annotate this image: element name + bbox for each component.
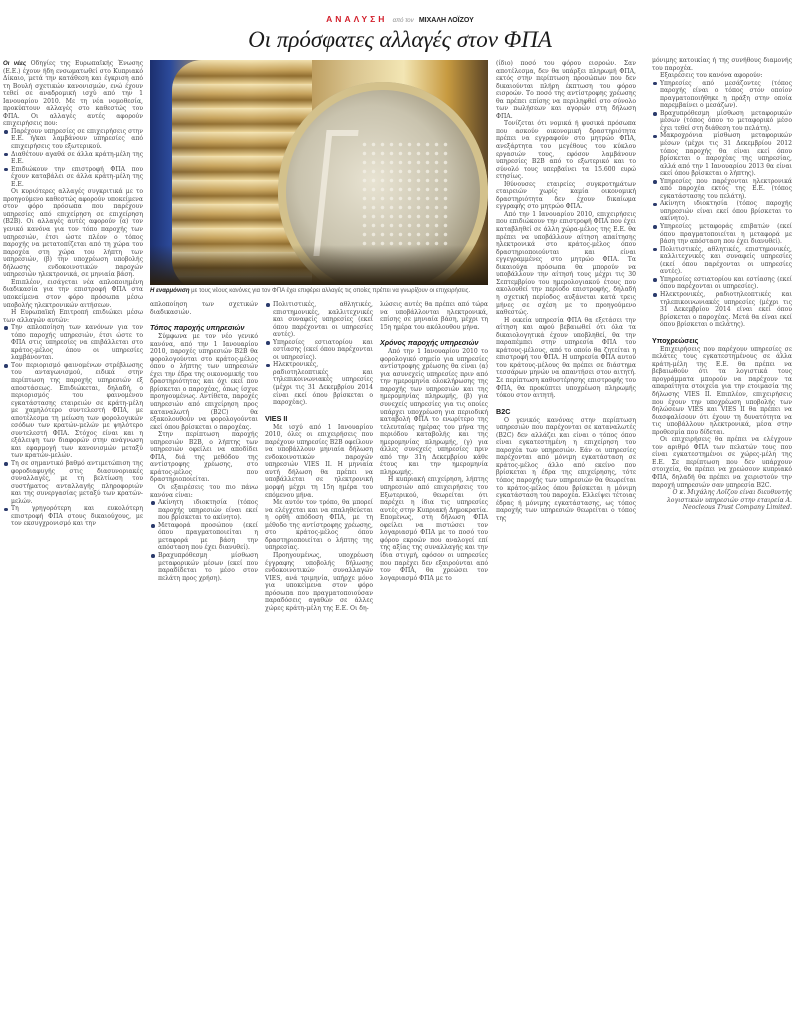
paragraph: Προηγουμένως, υποχρέωση έγγραφης υποβολής δήλωσης ενδοκοινοτικών συναλλαγών VIES, ανά τριμηνία, υπήρχε μόνο για υποκείμενα στον φόρο πρόσωπα που πραγματοποιούσαν παραδόσεις αγαθών σε άλλες χώρες κράτη-μέλη της Ε.Ε. Οι δη- (265, 551, 373, 612)
list-item: Βραχυπρόθεσμη μίσθωση μεταφορικών μέσων (εκεί που παραδίδεται το μέσο στον πελάτη προς χρήση). (150, 552, 258, 582)
paragraph: Εξαιρέσεις του κανόνα αφορούν: (660, 72, 763, 80)
caption-lead: Η εναρμόνιση (150, 288, 190, 294)
list-item: Βραχυπρόθεσμη μίσθωση μεταφορικών μέσων (τόπος όπου το μεταφορικό μέσο έχει τεθεί στη διάθεση του πελάτη). (652, 110, 792, 133)
paragraph: Επιχειρήσεις που παρέχουν υπηρεσίες σε πελάτες τους εγκατεστημένους σε άλλα κράτη-μέλη της Ε.Ε. θα πρέπει να βεβαιωθούν ότι τα λογιστικά τους προγράμματα μπορούν να παρέχουν τα απαραίτητα στοιχεία για την ετοιμασία της δήλωσης VIES II. Επιπλέον, επιχειρήσεις που έχουν την υποχρέωση υποβολής των δηλώσεων VIES και VIES II θα πρέπει να διασφαλίσουν ότι έχουν τη δυνατότητα να τις υποβάλλουν ηλεκτρονικά, μέσα στην προθεσμία που δίδεται. (652, 345, 792, 436)
bullet-list (652, 80, 792, 329)
list-item: Ηλεκτρονικές, ραδιοτηλεοπτικές και τηλεπικοινωνιακές υπηρεσίες (μέχρι τις 31 Δεκεμβρίου 2014 είναι εκεί όπου βρίσκεται ο παροχέας. Μετά θα είναι εκεί όπου βρίσκεται ο πελάτης). (652, 291, 792, 329)
subheading-b2c: B2C (496, 406, 511, 416)
bullet-list (265, 301, 373, 407)
byline-prefix: από τον (392, 18, 414, 24)
article-kicker (0, 14, 800, 26)
subheading-place-of-supply: Τόπος παροχής υπηρεσιών (150, 323, 245, 333)
list-item: Υπηρεσίες εστιατορίου και εστίασης (εκεί όπου παρέχονται οι υπηρεσίες). (265, 339, 373, 362)
photo-shadow (150, 245, 488, 285)
list-item: Τον περιορισμό φαινομένων στρέβλωσης του ανταγωνισμού, ειδικά στην περίπτωση της παροχής υπηρεσιών εξ αποστάσεως. Επιδιώκεται, δηλαδή, ο περιορισμός του φαινομένου εγκατάστασης εταιρειών σε κράτη-μέλη με χαμηλότερο συντελεστή ΦΠΑ, με αποτέλεσμα τη μείωση των φορολογικών εσόδων των κρατών-μελών με ψηλότερο συντελεστή ΦΠΑ. Στόχος είναι και η εξάλειψη των διαφορών στην ανάγνωση και εφαρμογή των κανονισμών μεταξύ των κρατών-μελών. (3, 362, 143, 460)
list-item: Πολιτιστικές, αθλητικές, επιστημονικές, καλλιτεχνικές και συναφείς υπηρεσίες (εκεί όπου παρέχονται οι υπηρεσίες αυτές). (265, 301, 373, 339)
paragraph: Η οικεία υπηρεσία ΦΠΑ θα εξετάσει την αίτηση και αφού βεβαιωθεί ότι όλα τα δικαιολογητικά έχουν υποβληθεί, θα την παραπέμπει στην υπηρεσία ΦΠΑ του κράτους-μέλους, από το οποίο θα ζητείται η επιστροφή του ΦΠΑ. Η υπηρεσία ΦΠΑ αυτού του κράτους-μέλους θα πρέπει σε διάστημα τεσσάρων μηνών να απαντήσει στον αιτητή. Σε περίπτωση καθυστέρησης επιστροφής του ΦΠΑ, θα προκύπτει υποχρέωση πληρωμής τόκου στον αιτητή. (496, 316, 636, 400)
subheading-obligations: Υποχρεώσεις (652, 335, 699, 345)
article-title: Οι πρόσφατες αλλαγές στον ΦΠΑ (248, 27, 552, 52)
column-3 (265, 301, 373, 612)
list-item: Ακίνητη ιδιοκτησία (τόπος παροχής υπηρεσιών είναι εκεί που βρίσκεται το ακίνητο). (150, 499, 258, 522)
euro-coins-photo (150, 60, 488, 285)
bullet-list (3, 324, 143, 528)
paragraph: Επιπλέον, εισάγεται νέα απλοποιημένη διαδικασία για την επιστροφή ΦΠΑ στα υποκείμενα στον φόρο πρόσωπα μέσω υποβολής ηλεκτρονικών αιτήσεων. (3, 278, 143, 309)
paragraph: Από την 1 Ιανουαρίου 2010 το φορολογικό σημείο για υπηρεσίες αντίστροφης χρέωσης θα είναι (α) για ασυνεχείς υπηρεσίες πριν από την ημερομηνία ολοκλήρωσης της παροχής των υπηρεσιών και της ημερομηνίας πληρωμής, (β) για συνεχείς υπηρεσίες για τις οποίες υπάρχει υποχρέωση για περιοδική καταβολή ΦΠΑ το ενωρίτερο της τελευταίας ημέρας του μήνα της περιόδου καταβολής και της ημερομηνίας πληρωμής, (γ) για άλλες συνεχείς υπηρεσίες πριν από την 31η Δεκεμβρίου κάθε έτους και την ημερομηνία πληρωμής. (380, 348, 488, 476)
paragraph: Με ισχύ από 1 Ιανουαρίου 2010, όλες οι επιχειρήσεις που παρέχουν υπηρεσίες B2B οφείλουν να υποβάλλουν μηνιαία δήλωση ενδοκοινοτικών παροχών υπηρεσιών VIES II. Η μηνιαία αυτή δήλωση θα πρέπει να υποβάλλεται σε ηλεκτρονική μορφή μέχρι τη 15η ημέρα του επόμενου μήνα. (265, 423, 373, 499)
paragraph: Τονίζεται ότι νομικά ή φυσικά πρόσωπα που ασκούν οικονομική δραστηριότητα πρέπει να εγγραφούν στο μητρώο ΦΠΑ, ανεξάρτητα του μεγέθους του κύκλου εργασιών τους, εφόσον λαμβάνουν υπηρεσίες B2B από το εξωτερικό και το σύνολό τους υπερβαίνει τα 15.600 ευρώ ετησίως. (496, 120, 636, 181)
paragraph: (ίδιο) ποσό του φόρου εισροών. Σαν αποτέλεσμα, δεν θα υπάρξει πληρωμή ΦΠΑ, εκτός στην περίπτωση προσώπων που δεν δικαιούνται πλήρη έκπτωση του φόρου εισροών. Το ποσό της αντίστροφης χρέωσης θα πρέπει επίσης να περιληφθεί στο σύνολο των πωλήσεων και αγορών στη δήλωση ΦΠΑ. (496, 60, 636, 120)
list-item: Υπηρεσίες μεταφοράς επιβατών (εκεί όπου πραγματοποιείται η μεταφορά με βάση την απόσταση που έχει διανυθεί). (652, 223, 792, 246)
paragraph: Με αυτόν τον τρόπο, θα μπορεί να ελέγχεται και να επαληθεύεται η ορθή απόδοση ΦΠΑ, με τη μέθοδο της αντίστροφης χρέωσης, στο κράτος-μέλος όπου δραστηριοποιείται ο λήπτης της υπηρεσίας. (265, 499, 373, 552)
list-item: Επιδιώκουν την επιστροφή ΦΠΑ που έχουν καταβάλει σε άλλα κράτη-μέλη της Ε.Ε. (3, 166, 143, 189)
coin-europe-map (360, 140, 450, 250)
subheading-vies-ii: VIES II (265, 413, 288, 423)
paragraph: Σύμφωνα με τον νέο γενικό κανόνα, από την 1 Ιανουαρίου 2010, παροχές υπηρεσιών B2B θα φορολογούνται στο κράτος-μέλος όπου ο λήπτης των υπηρεσιών έχει την έδρα της οικονομικής του δραστηριότητας και όχι εκεί που βρίσκεται ο παροχέας, όπως ίσχυε προηγουμένως. Αντίθετα, παροχές υπηρεσιών από επιχείρηση προς καταναλωτή (B2C) θα εξακολουθούν να φορολογούνται εκεί όπου βρίσκεται ο παροχέας. (150, 333, 258, 431)
paragraph: Οι επιχειρήσεις θα πρέπει να ελέγχουν τον αριθμό ΦΠΑ των πελατών τους που είναι εγκατεστημένοι σε χώρες-μέλη της Ε.Ε. Σε περίπτωση που δεν υπάρχουν στοιχεία, θα πρέπει να χρεώσουν κυπριακό ΦΠΑ, δηλαδή θα πρέπει να χειριστούν την παροχή υπηρεσιών σαν υπηρεσία B2C. (652, 436, 792, 489)
paragraph: Στην περίπτωση παροχής υπηρεσιών B2B, ο λήπτης των υπηρεσιών οφείλει να αποδίδει ΦΠΑ, διά της μεθόδου της αντίστροφης χρέωσης, στο κράτος-μέλος που δραστηριοποιείται. (150, 431, 258, 484)
intro-paragraph (3, 60, 143, 128)
paragraph: Ο γενικός κανόνας στην περίπτωση υπηρεσιών που παρέχονται σε καταναλωτές (B2C) δεν αλλάζει και είναι ο τόπος όπου είναι εγκατεστημένη η επιχείρηση του παροχέα των υπηρεσιών. Εάν οι υπηρεσίες παρέχονται από μόνιμη εγκατάσταση σε κράτος-μέλος άλλο από εκείνο που βρίσκεται η έδρα της επιχείρησης, τότε τόπος παροχής των υπηρεσιών θα θεωρείται το κράτος-μέλος όπου βρίσκεται η μόνιμη εγκατάσταση του παροχέα. Ελλείψει τέτοιας έδρας ή μόνιμης εγκατάστασης, ως τόπος παροχής των υπηρεσιών θεωρείται ο τόπος της (496, 416, 636, 522)
list-item: Υπηρεσίες από μεσάζοντες (τόπος παροχής είναι ο τόπος στον οποίον πραγματοποιήθηκε η πράξη στην οποία παρεμβαίνει ο μεσάζων). (652, 80, 792, 110)
paragraph: Οι εξαιρέσεις του πιο πάνω κανόνα είναι: (150, 484, 258, 499)
paragraph: Ιθύνουσες εταιρείες συγκροτημάτων εταιρειών χωρίς καμία οικονομική δραστηριότητα δεν έχουν δικαίωμα εγγραφής στο μητρώο ΦΠΑ. (496, 180, 636, 211)
list-item: Μακροχρόνια μίσθωση μεταφορικών μέσων (μέχρι τις 31 Δεκεμβρίου 2012 τόπος παροχής θα είναι εκεί όπου βρίσκεται ο παροχέας της υπηρεσίας, αλλά από την 1 Ιανουαρίου 2013 θα είναι εκεί όπου βρίσκεται ο λήπτης). (652, 132, 792, 177)
paragraph: λώσεις αυτές θα πρέπει από τώρα να υποβάλλονται ηλεκτρονικά, επίσης σε μηνιαία βάση, μέχρι τη 15η ημέρα του ακόλουθου μήνα. (380, 301, 488, 331)
intro-text: Οδηγίες της Ευρωπαϊκής Ένωσης (Ε.Ε.) έχουν ήδη ενσωματωθεί στο Κυπριακό Δίκαιο, μετά την κατάθεση και έγκριση από τη Βουλή σχετικών κανονισμών, ενώ έχουν τεθεί σε αναδρομική ισχύ από την 1 Ιανουαρίου 2010. Με τη νέα νομοθεσία, προκύπτουν αλλαγές στο καθεστώς του ΦΠΑ. Οι αλλαγές αυτές αφορούν επιχειρήσεις που: (3, 60, 143, 128)
lead-in: Οι νέες (3, 60, 27, 67)
paragraph: απλοποίηση των σχετικών διαδικασιών. (150, 301, 258, 316)
list-item: Ηλεκτρονικές, ραδιοτηλεοπτικές και τηλεπικοινωνιακές υπηρεσίες (μέχρι τις 31 Δεκεμβρίου 2014 είναι εκεί όπου βρίσκεται ο παροχέας). (265, 361, 373, 406)
author-name: ΜΙΧΑΛΗ ΛΟΪΖΟΥ (418, 17, 474, 24)
list-item: Την απλοποίηση των κανόνων για τον τόπο παροχής υπηρεσιών, έτσι ώστε το ΦΠΑ στις υπηρεσίες να επιβάλλεται στο κράτος-μέλος όπου οι υπηρεσίες λαμβάνονται. (3, 324, 143, 362)
list-item: Παρέχουν υπηρεσίες σε επιχειρήσεις στην Ε.Ε. ή/και λαμβάνουν υπηρεσίες από επιχειρήσεις του εξωτερικού. (3, 128, 143, 151)
list-item: Μεταφορά προσώπου (εκεί όπου πραγματοποιείται η μεταφορά με βάση την απόσταση που έχει διανυθεί). (150, 522, 258, 552)
list-item: Ακίνητη ιδιοκτησία (τόπος παροχής υπηρεσιών είναι εκεί όπου βρίσκεται το ακίνητο). (652, 200, 792, 223)
list-item: Τη σε σημαντικό βαθμό αντιμετώπιση της φοροδιαφυγής στις διασυνοριακές συναλλαγές, με τη βελτίωση του συστήματος ανταλλαγής πληροφοριών και της συνεργασίας μεταξύ των κρατών-μελών. (3, 460, 143, 505)
subheading-time-of-supply: Χρόνος παροχής υπηρεσιών (380, 338, 479, 348)
list-item: Πολιτιστικές, αθλητικές, επιστημονικές, καλλιτεχνικές και συναφείς υπηρεσίες (εκεί όπου παρέχονται οι υπηρεσίες αυτές). (652, 246, 792, 276)
paragraph: Οι κυριότερες αλλαγές συγκριτικά με το προηγούμενο καθεστώς αφορούν υποκείμενα στον φόρο πρόσωπα που παρέχουν υπηρεσίες από επιχείρηση σε επιχείρηση (B2B). Οι αλλαγές αυτές αφορούν (α) τον γενικό κανόνα για τον τόπο παροχής των υπηρεσιών, έτσι ώστε πλέον ο τόπος παροχής να μετατοπίζεται από τη χώρα του παροχέα στη χώρα του λήπτη των υπηρεσιών, (β) την υποχρέωση υποβολής δήλωσης ενδοκοινοτικών παροχών υπηρεσιών ηλεκτρονικά, σε μηνιαία βάση. (3, 188, 143, 279)
author-signature: Ο κ. Μιχάλης Λοΐζου είναι διευθυντής λογιστικών υπηρεσιών στην εταιρεία A. Neocleous Trust Company Limited. (666, 489, 792, 512)
list-item: Υπηρεσίες εστιατορίου και εστίασης (εκεί όπου παρέχονται οι υπηρεσίες). (652, 276, 792, 291)
list-item: Τη γρηγορότερη και ευκολότερη επιστροφή ΦΠΑ στους δικαιούχους, με τον εκσυγχρονισμό και την (3, 505, 143, 528)
column-5 (496, 60, 636, 522)
column-4 (380, 301, 488, 582)
column-6 (652, 57, 792, 512)
bullet-list (150, 499, 258, 582)
column-2 (150, 301, 258, 582)
column-1 (3, 60, 143, 528)
photo-caption (150, 287, 490, 295)
paragraph: Η κυπριακή επιχείρηση, λήπτης υπηρεσιών από επιχειρήσεις του Εξωτερικού, θεωρείται ότι παρέχει η ίδια τις υπηρεσίες αυτές στην Κυπριακή Δημοκρατία. Επομένως, στη δήλωση ΦΠΑ οφείλει να πιστώσει τον λογαριασμό ΦΠΑ με το ποσό του φόρου εκροών που αναλογεί επί της αξίας της συναλλαγής και την ίδια στιγμή, εφόσον οι υπηρεσίες που παρέχει δεν εξαιρούνται από τον ΦΠΑ, θα χρεώσει τον λογαριασμό ΦΠΑ με το (380, 476, 488, 582)
caption-text: με τους νέους κανόνες για τον ΦΠΑ έχει επιφέρει αλλαγές τις οποίες πρέπει να γνωρίζουν οι επιχειρήσεις. (191, 288, 471, 294)
bullet-list (3, 128, 143, 188)
paragraph: μόνιμης κατοικίας ή της συνήθους διαμονής του παροχέα. (652, 57, 792, 72)
paragraph: Η Ευρωπαϊκή Επιτροπή επιδιώκει μέσω των αλλαγών αυτών: (3, 309, 143, 324)
section-label: ΑΝΑΛΥΣΗ (326, 14, 388, 24)
list-item: Διαθέτουν αγαθά σε άλλα κράτη-μέλη της Ε.Ε. (3, 151, 143, 166)
list-item: Υπηρεσίες που παρέχονται ηλεκτρονικά από παροχέα εκτός της Ε.Ε. (τόπος εγκατάστασης του πελάτη). (652, 178, 792, 201)
paragraph: Από την 1 Ιανουαρίου 2010, επιχειρήσεις που επιδιώκουν την επιστροφή ΦΠΑ που έχει καταβληθεί σε άλλη χώρα-μέλος της Ε.Ε. θα πρέπει να υποβάλλουν αίτηση απαίτησης ηλεκτρονικά στο κράτος-μέλος όπου δραστηριοποιούνται και είναι εγγεγραμμένες στο μητρώο ΦΠΑ. Τα δικαιούχα πρόσωπα θα μπορούν να υποβάλλουν την αίτησή τους μέχρι τις 30 Σεπτεμβρίου του ημερολογιακού έτους που ακολουθεί την περίοδο επιστροφής, δηλαδή η σχετική περίοδος αυξάνεται κατά τρεις μήνες σε σχέση με το προηγούμενο καθεστώς. (496, 210, 636, 317)
